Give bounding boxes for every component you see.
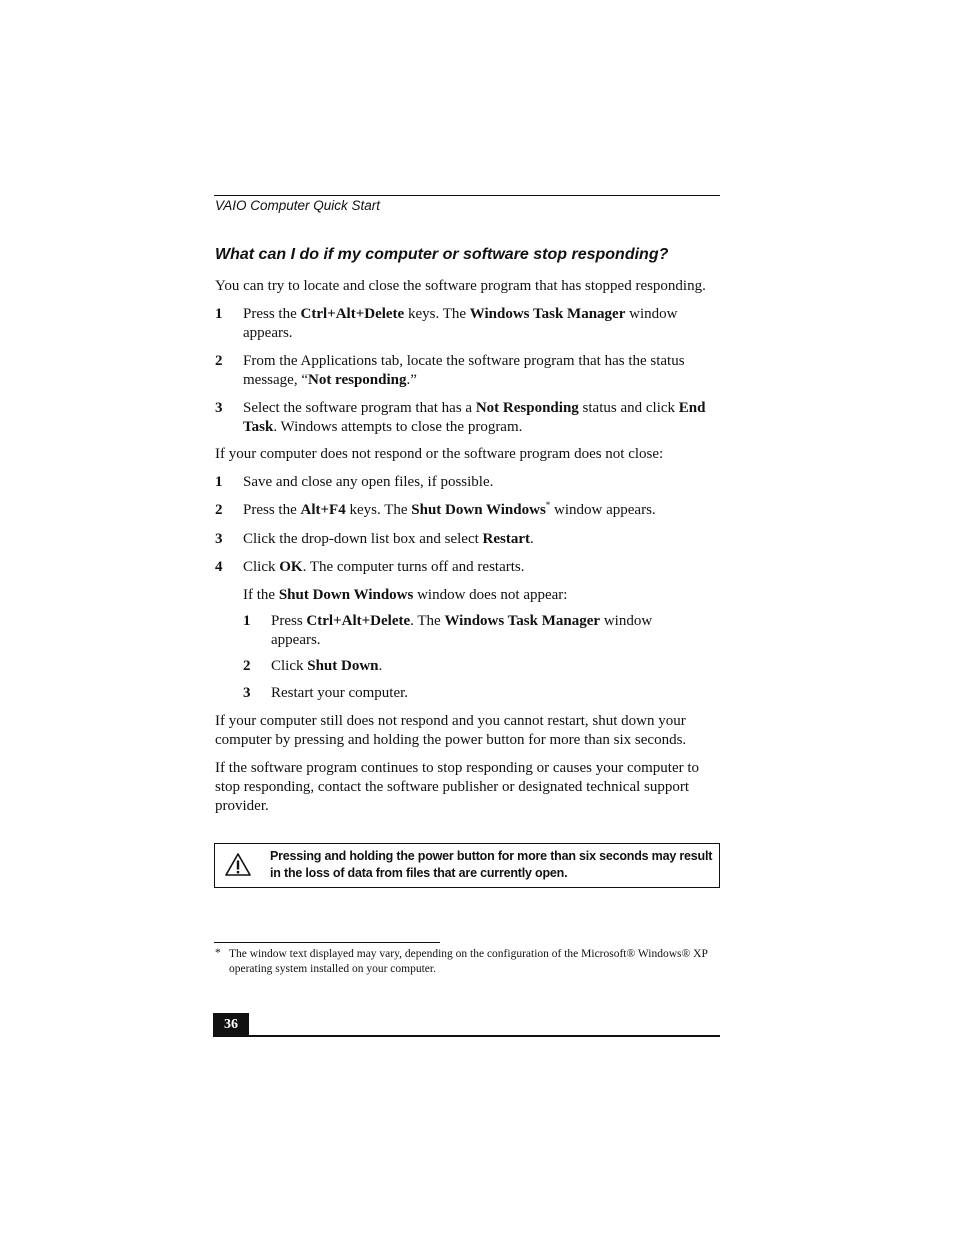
footnote-reference: * (545, 500, 551, 510)
intro-paragraph: You can try to locate and close the software program that has stopped responding. (215, 278, 706, 294)
step-number: 3 (215, 531, 223, 547)
warning-triangle-icon (224, 852, 252, 878)
step-number: 4 (215, 559, 223, 575)
page-number: 36 (213, 1013, 249, 1037)
step-text: Click Shut Down. (271, 658, 383, 674)
footnote-marker: * (215, 947, 221, 959)
step-text: Restart your computer. (271, 685, 409, 701)
step-number: 1 (243, 613, 251, 629)
step-number: 2 (215, 353, 223, 369)
section-heading: What can I do if my computer or software stop responding? (215, 246, 669, 263)
step-text: Press the Alt+F4 keys. The Shut Down Windows* window appears. (243, 500, 656, 518)
step-text: Click OK. The computer turns off and restarts. (243, 559, 525, 575)
support-paragraph: If the software program continues to stop responding or causes your computer to stop responding, contact the software publisher or designated technical support provider. (215, 760, 700, 814)
step-number: 1 (215, 474, 223, 490)
step-number: 1 (215, 306, 223, 322)
step-text: Press Ctrl+Alt+Delete. The Windows Task Manager window appears. (271, 613, 653, 648)
sub-intro: If the Shut Down Windows window does not appear: (243, 587, 568, 603)
footer-rule (213, 1035, 720, 1037)
warning-text: Pressing and holding the power button for more than six seconds may result in the loss of data from files that are currently open. (270, 849, 713, 880)
step-number: 2 (243, 658, 251, 674)
step-number: 3 (215, 400, 223, 416)
running-title: VAIO Computer Quick Start (215, 198, 381, 213)
footnote-rule (214, 942, 440, 943)
header-rule (214, 195, 720, 196)
step-text: From the Applications tab, locate the software program that has the status message, “Not responding.” (243, 353, 685, 388)
restart-paragraph: If your computer still does not respond and you cannot restart, shut down your computer by pressing and holding the power button for more than six seconds. (215, 713, 687, 748)
step-text: Save and close any open files, if possible. (243, 474, 494, 490)
step-number: 2 (215, 502, 223, 518)
step-text: Press the Ctrl+Alt+Delete keys. The Windows Task Manager window appears. (243, 306, 678, 341)
middle-paragraph: If your computer does not respond or the software program does not close: (215, 446, 664, 462)
step-text: Click the drop-down list box and select Restart. (243, 531, 534, 547)
step-number: 3 (243, 685, 251, 701)
footnote-text: The window text displayed may vary, depending on the configuration of the Microsoft® Windows® XP operating system installed on your computer. (229, 948, 708, 975)
step-text: Select the software program that has a Not Responding status and click End Task. Windows attempts to close the program. (243, 400, 706, 435)
